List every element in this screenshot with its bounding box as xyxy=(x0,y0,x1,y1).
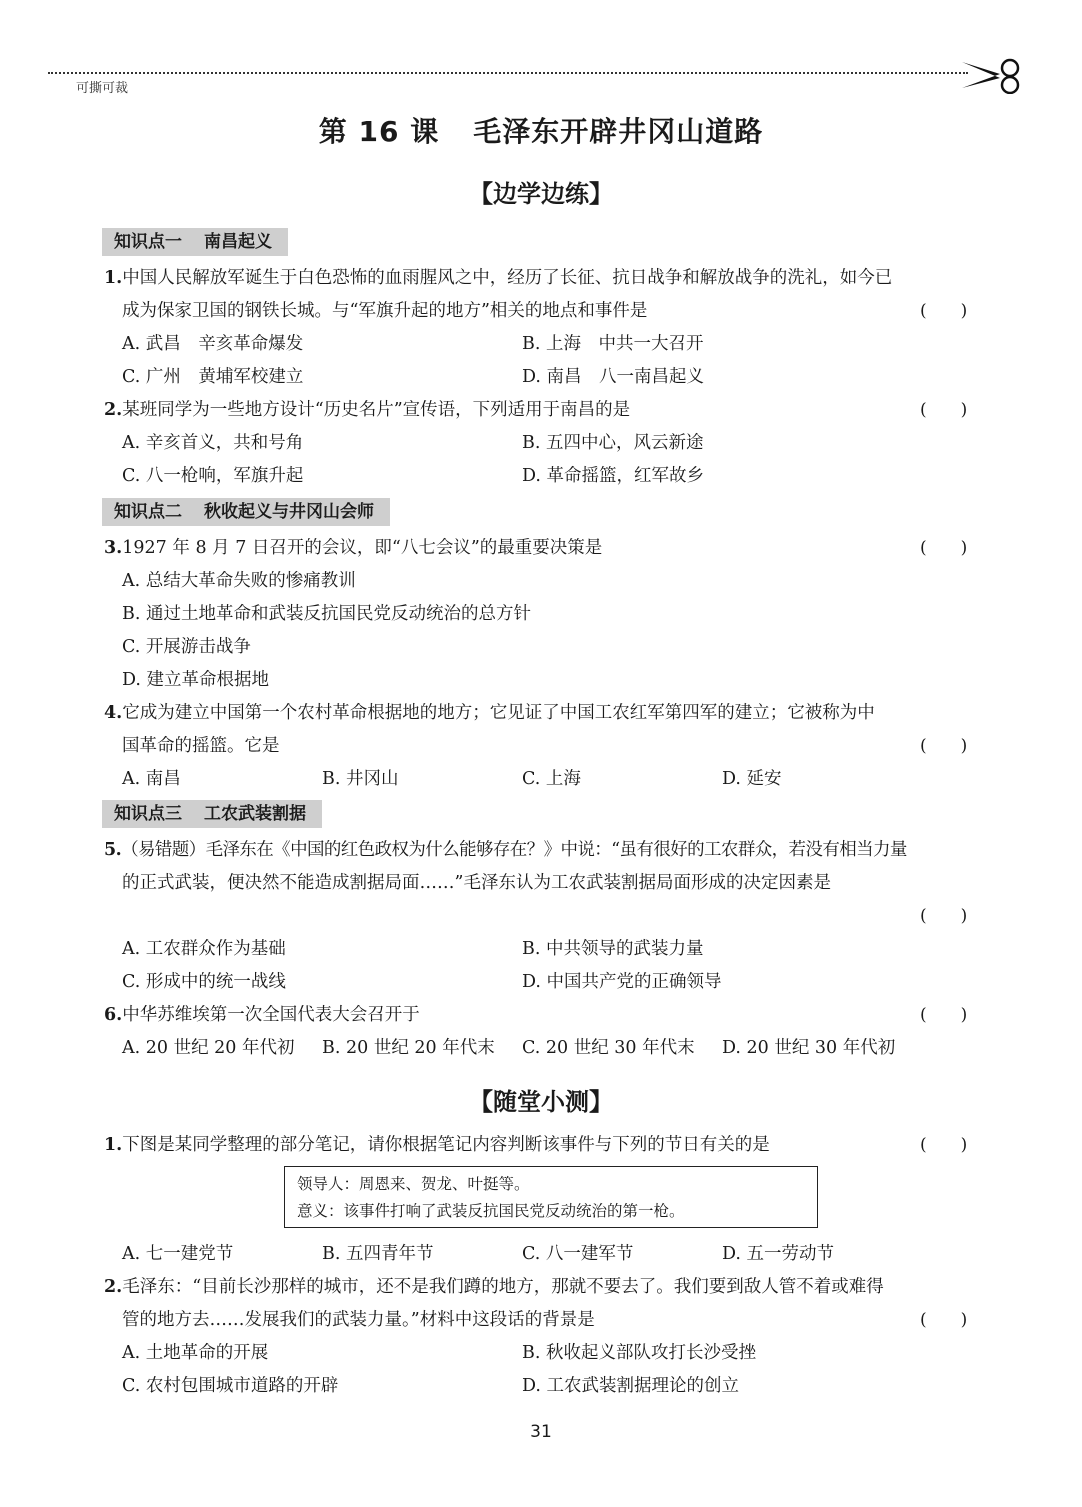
option: C. 农村包围城市道路的开辟 xyxy=(122,1376,339,1396)
kp-label: 知识点一 xyxy=(114,232,182,252)
note-line: 意义：该事件打响了武装反抗国民党反动统治的第一枪。 xyxy=(297,1202,685,1220)
lesson-name: 毛泽东开辟井冈山道路 xyxy=(473,115,764,148)
question-text: 下图是某同学整理的部分笔记，请你根据笔记内容判断该事件与下列的节日有关的是 xyxy=(122,1135,770,1155)
question-1-line-1 xyxy=(104,264,892,292)
page-number: 31 xyxy=(530,1422,552,1442)
answer-paren: ( ) xyxy=(920,301,968,321)
option: C. 上海 xyxy=(522,769,581,789)
option: C. 八一枪响，军旗升起 xyxy=(122,466,304,486)
option: D. 革命摇篮，红军故乡 xyxy=(522,466,705,486)
kp-name: 南昌起义 xyxy=(204,232,272,252)
knowledge-point-2 xyxy=(102,498,390,526)
question-text: 它成为建立中国第一个农村革命根据地的地方；它见证了中国工农红军第四军的建立；它被称为中 xyxy=(122,703,875,723)
question-5-line-1 xyxy=(104,836,907,864)
question-5-line-2: 的正式武装，便决然不能造成割据局面……”毛泽东认为工农武装割据局面形成的决定因素是 xyxy=(122,873,831,893)
option: D. 工农武装割据理论的创立 xyxy=(522,1376,740,1396)
option: C. 开展游击战争 xyxy=(122,637,251,657)
question-4-line-1 xyxy=(104,699,875,727)
question-3-line-1 xyxy=(104,534,602,562)
question-number: 6. xyxy=(104,1005,123,1025)
question-text: 中国人民解放军诞生于白色恐怖的血雨腥风之中，经历了长征、抗日战争和解放战争的洗礼，如今已 xyxy=(122,268,893,288)
option: A. 辛亥首义，共和号角 xyxy=(122,433,304,453)
kp-label: 知识点三 xyxy=(114,804,182,824)
answer-paren: ( ) xyxy=(920,400,968,420)
question-number: 1. xyxy=(104,1135,123,1155)
question-number: 2. xyxy=(104,1277,123,1297)
option: A. 武昌 辛亥革命爆发 xyxy=(122,334,304,354)
quiz-question-1-line-1 xyxy=(104,1131,770,1159)
question-number: 4. xyxy=(104,703,123,723)
option: D. 五一劳动节 xyxy=(722,1244,835,1264)
lesson-number: 第 16 课 xyxy=(318,115,440,148)
answer-paren: ( ) xyxy=(920,538,968,558)
cut-note: 可撕可裁 xyxy=(76,81,129,96)
option: A. 工农群众作为基础 xyxy=(122,939,286,959)
knowledge-point-1 xyxy=(102,228,288,256)
question-number: 3. xyxy=(104,538,123,558)
question-number: 2. xyxy=(104,400,123,420)
option: B. 上海 中共一大召开 xyxy=(522,334,704,354)
option: D. 20 世纪 30 年代初 xyxy=(722,1038,896,1058)
question-text: （易错题）毛泽东在《中国的红色政权为什么能够存在？》中说：“虽有很好的工农群众，若没有相当力量 xyxy=(121,840,907,860)
question-number: 1. xyxy=(104,268,123,288)
question-2-line-1 xyxy=(104,396,630,424)
question-text: 某班同学为一些地方设计“历史名片”宣传语，下列适用于南昌的是 xyxy=(122,400,631,420)
quiz-question-2-line-1 xyxy=(104,1273,884,1301)
answer-paren: ( ) xyxy=(920,1135,968,1155)
option: B. 秋收起义部队攻打长沙受挫 xyxy=(522,1343,756,1363)
question-text: 毛泽东：“目前长沙那样的城市，还不是我们蹲的地方，那就不要去了。我们要到敌人管不着或难得 xyxy=(122,1277,884,1297)
option: B. 中共领导的武装力量 xyxy=(522,939,704,959)
kp-label: 知识点二 xyxy=(114,502,182,522)
option: D. 南昌 八一南昌起义 xyxy=(522,367,705,387)
answer-paren: ( ) xyxy=(920,906,968,926)
option: C. 20 世纪 30 年代末 xyxy=(522,1038,695,1058)
quiz-question-2-line-2: 管的地方去……发展我们的武装力量。”材料中这段话的背景是 xyxy=(122,1310,595,1330)
kp-name: 工农武装割据 xyxy=(204,804,306,824)
answer-paren: ( ) xyxy=(920,736,968,756)
option: A. 20 世纪 20 年代初 xyxy=(122,1038,295,1058)
question-4-line-2: 国革命的摇篮。它是 xyxy=(122,736,280,756)
lesson-title xyxy=(0,110,1082,150)
option: A. 总结大革命失败的惨痛教训 xyxy=(122,571,356,591)
cut-line xyxy=(48,72,968,74)
answer-paren: ( ) xyxy=(920,1310,968,1330)
option: A. 七一建党节 xyxy=(122,1244,234,1264)
section-quiz-title: 【随堂小测】 xyxy=(469,1088,613,1116)
option: C. 广州 黄埔军校建立 xyxy=(122,367,304,387)
option: D. 延安 xyxy=(722,769,782,789)
option: B. 井冈山 xyxy=(322,769,399,789)
option: A. 土地革命的开展 xyxy=(122,1343,269,1363)
kp-name: 秋收起义与井冈山会师 xyxy=(204,502,374,522)
option: D. 建立革命根据地 xyxy=(122,670,270,690)
question-6-line-1 xyxy=(104,1001,420,1029)
option: C. 形成中的统一战线 xyxy=(122,972,286,992)
option: B. 五四中心，风云新途 xyxy=(522,433,704,453)
option: A. 南昌 xyxy=(122,769,181,789)
scissors-icon xyxy=(960,58,1026,94)
option: D. 中国共产党的正确领导 xyxy=(522,972,722,992)
knowledge-point-3 xyxy=(102,800,322,828)
note-box xyxy=(284,1166,818,1228)
option: B. 通过土地革命和武装反抗国民党反动统治的总方针 xyxy=(122,604,531,624)
question-1-line-2: 成为保家卫国的钢铁长城。与“军旗升起的地方”相关的地点和事件是 xyxy=(122,301,648,321)
question-text: 中华苏维埃第一次全国代表大会召开于 xyxy=(122,1005,420,1025)
option: B. 五四青年节 xyxy=(322,1244,434,1264)
option: C. 八一建军节 xyxy=(522,1244,634,1264)
question-text: 1927 年 8 月 7 日召开的会议，即“八七会议”的最重要决策是 xyxy=(122,538,603,558)
question-number: 5. xyxy=(104,840,122,860)
option: B. 20 世纪 20 年代末 xyxy=(322,1038,495,1058)
section-practice-title: 【边学边练】 xyxy=(469,180,613,208)
note-line: 领导人：周恩来、贺龙、叶挺等。 xyxy=(297,1175,530,1193)
answer-paren: ( ) xyxy=(920,1005,968,1025)
